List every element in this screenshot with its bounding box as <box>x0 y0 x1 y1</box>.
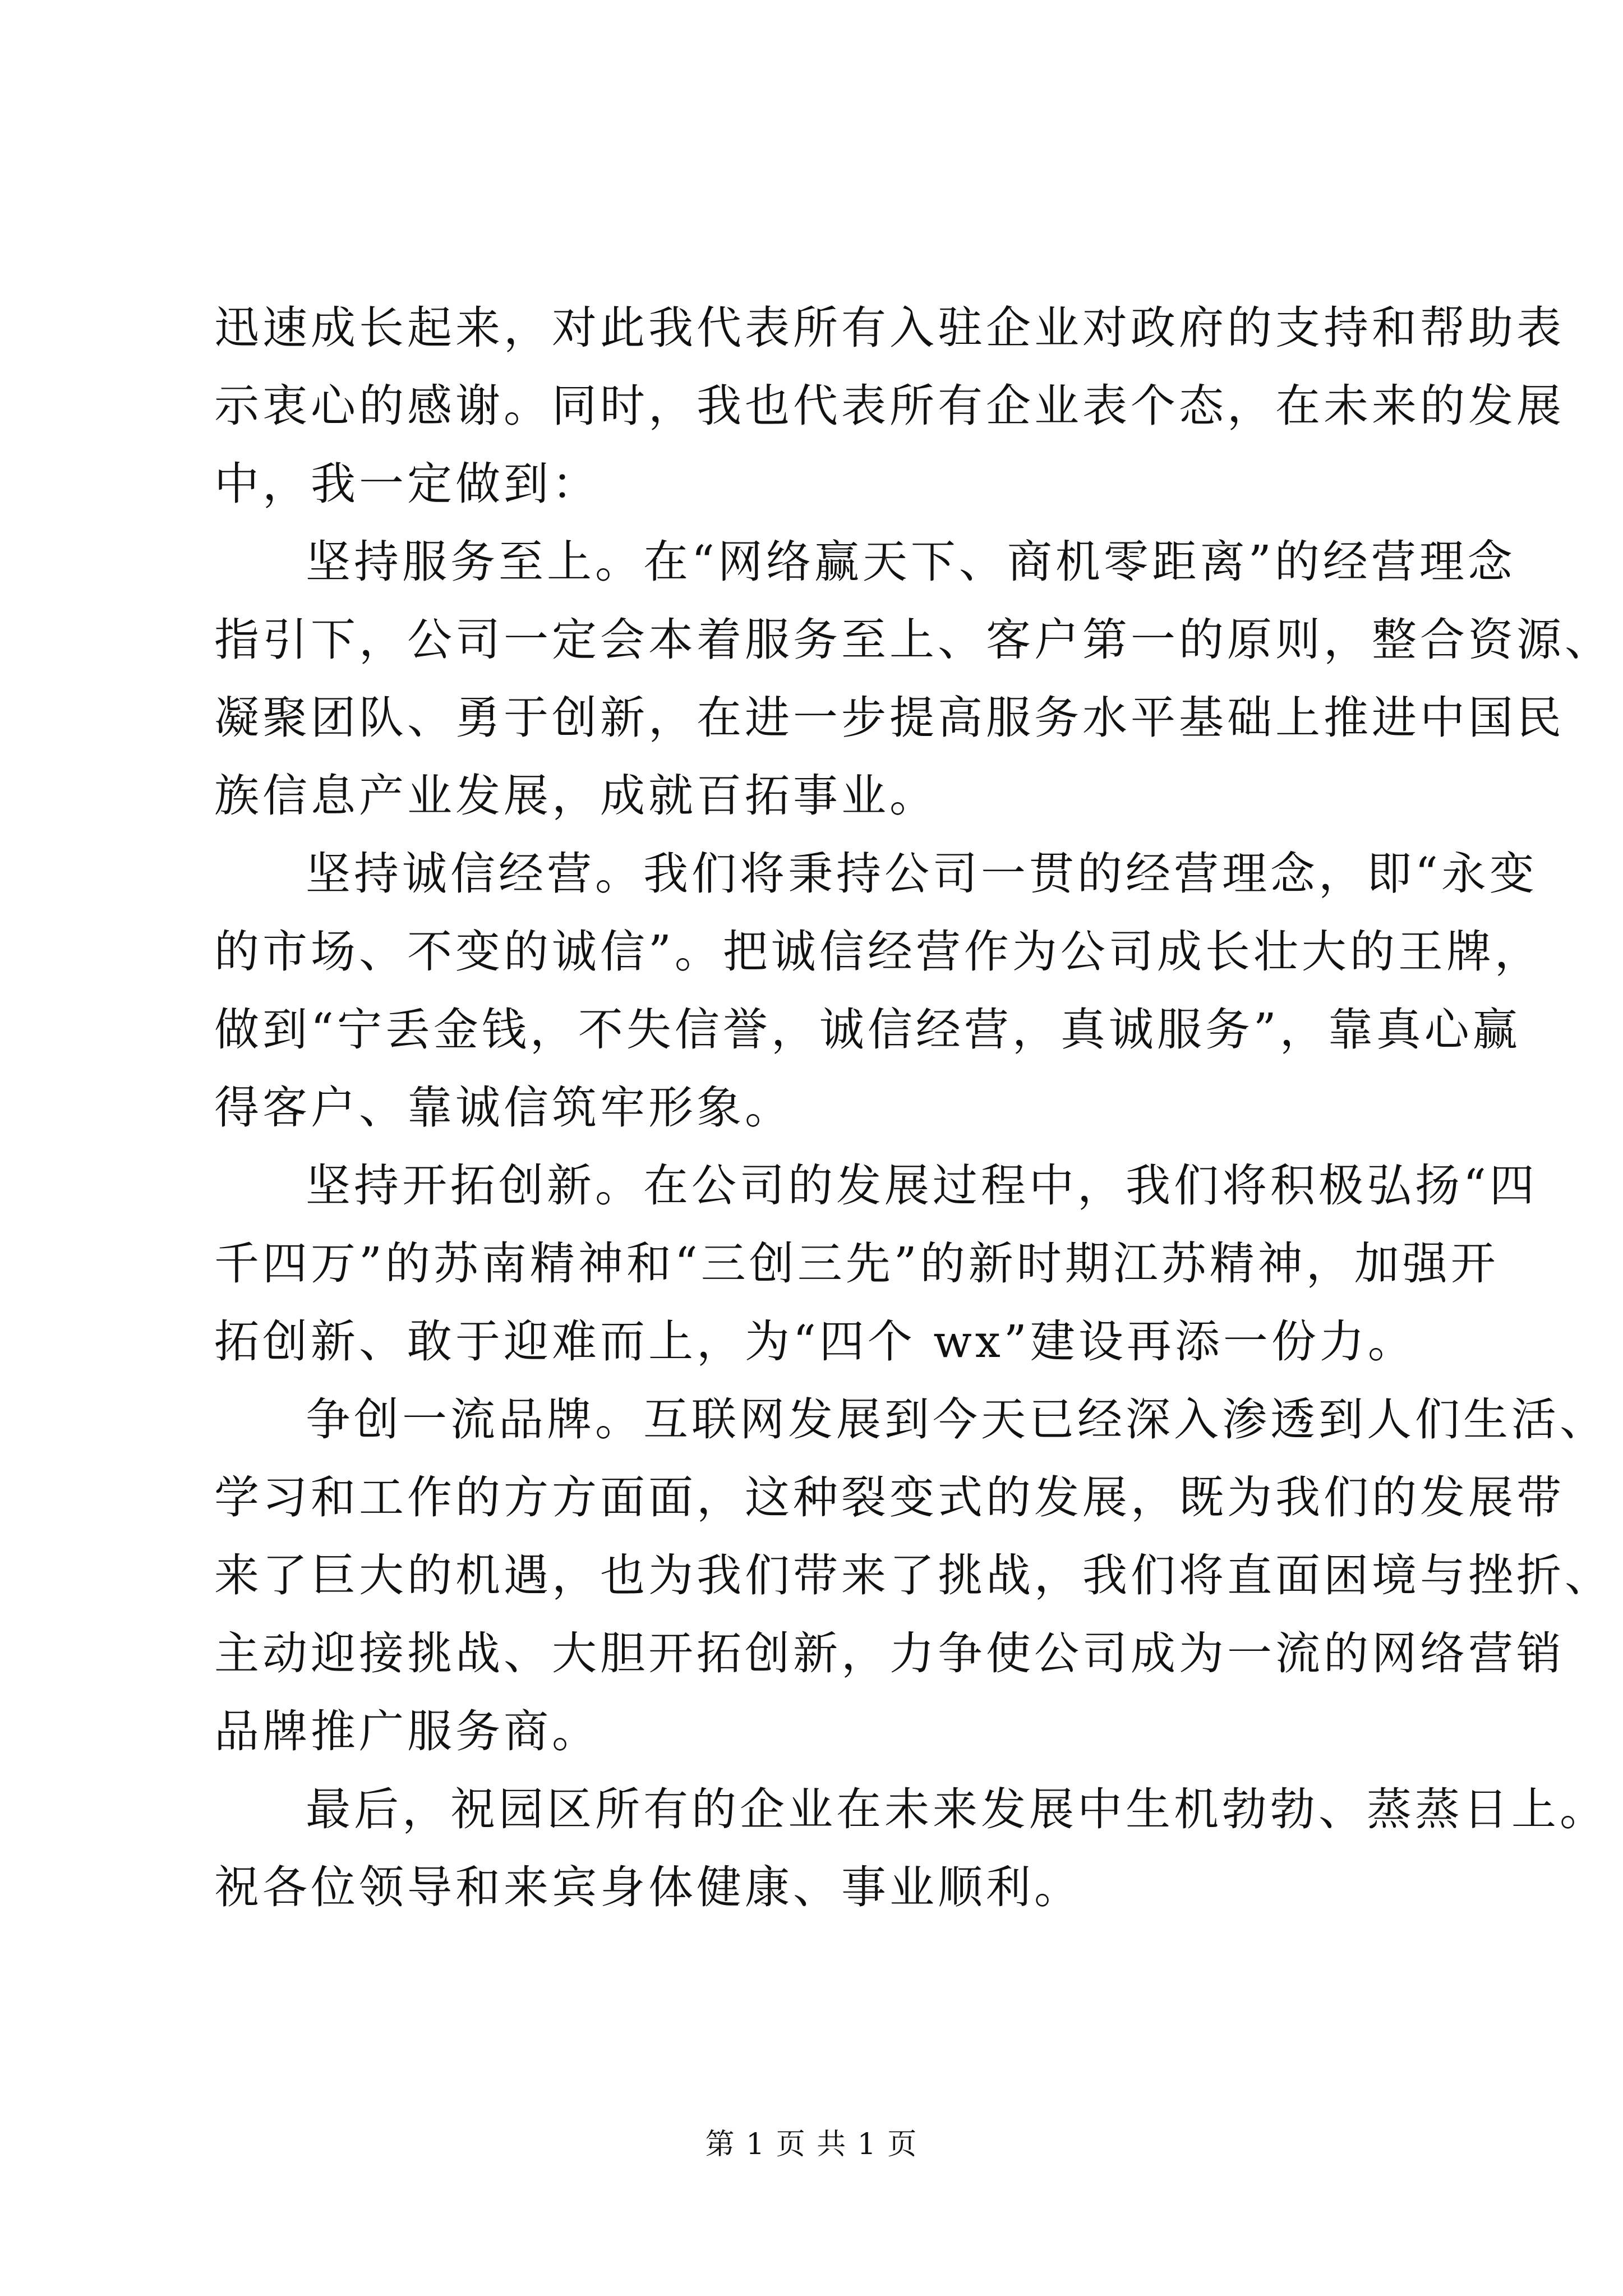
text-line: 指引下，公司一定会本着服务至上、客户第一的原则，整合资源、 <box>214 614 1613 666</box>
text-line: 最后，祝园区所有的企业在未来发展中生机勃勃、蒸蒸日上。 <box>306 1783 1608 1835</box>
paragraph-5 <box>214 1381 1613 1770</box>
paragraph-6 <box>214 1770 1608 1926</box>
text-line: 千四万”的苏南精神和“三创三先”的新时期江苏精神，加强开 <box>214 1237 1499 1290</box>
text-line: 学习和工作的方方面面，这种裂变式的发展，既为我们的发展带 <box>214 1471 1565 1524</box>
paragraph-2 <box>214 523 1613 835</box>
text-line: 中，我一定做到： <box>214 458 600 510</box>
text-line: 来了巨大的机遇，也为我们带来了挑战，我们将直面困境与挫折、 <box>214 1549 1613 1602</box>
text-line: 品牌推广服务商。 <box>214 1705 600 1757</box>
text-line: 做到“宁丢金钱，不失信誉，诚信经营，真诚服务”，靠真心赢 <box>214 1004 1521 1056</box>
text-line: 争创一流品牌。互联网发展到今天已经深入渗透到人们生活、 <box>306 1393 1608 1446</box>
text-line: 坚持开拓创新。在公司的发展过程中，我们将积极弘扬“四 <box>306 1159 1538 1212</box>
document-body <box>214 289 1613 1926</box>
text-line: 坚持服务至上。在“网络赢天下、商机零距离”的经营理念 <box>306 536 1516 588</box>
text-line: 得客户、靠诚信筑牢形象。 <box>214 1082 793 1134</box>
text-line: 的市场、不变的诚信”。把诚信经营作为公司成长壮大的王牌， <box>214 926 1543 978</box>
text-line: 凝聚团队、勇于创新，在进一步提高服务水平基础上推进中国民 <box>214 692 1565 744</box>
text-line: 主动迎接挑战、大胆开拓创新，力争使公司成为一流的网络营销 <box>214 1627 1565 1680</box>
text-line: 坚持诚信经营。我们将秉持公司一贯的经营理念，即“永变 <box>306 848 1538 900</box>
text-line: 拓创新、敢于迎难而上，为“四个 wx”建设再添一份力。 <box>214 1315 1416 1368</box>
text-line: 示衷心的感谢。同时，我也代表所有企业表个态，在未来的发展 <box>214 380 1565 432</box>
text-line: 迅速成长起来，对此我代表所有入驻企业对政府的支持和帮助表 <box>214 302 1565 354</box>
page-footer: 第 1 页 共 1 页 <box>705 2128 918 2161</box>
text-line: 祝各位领导和来宾身体健康、事业顺利。 <box>214 1861 1082 1913</box>
paragraph-3 <box>214 835 1543 1147</box>
paragraph-4 <box>214 1147 1538 1381</box>
text-line: 族信息产业发展，成就百拓事业。 <box>214 770 938 822</box>
paragraph-1 <box>214 289 1565 523</box>
